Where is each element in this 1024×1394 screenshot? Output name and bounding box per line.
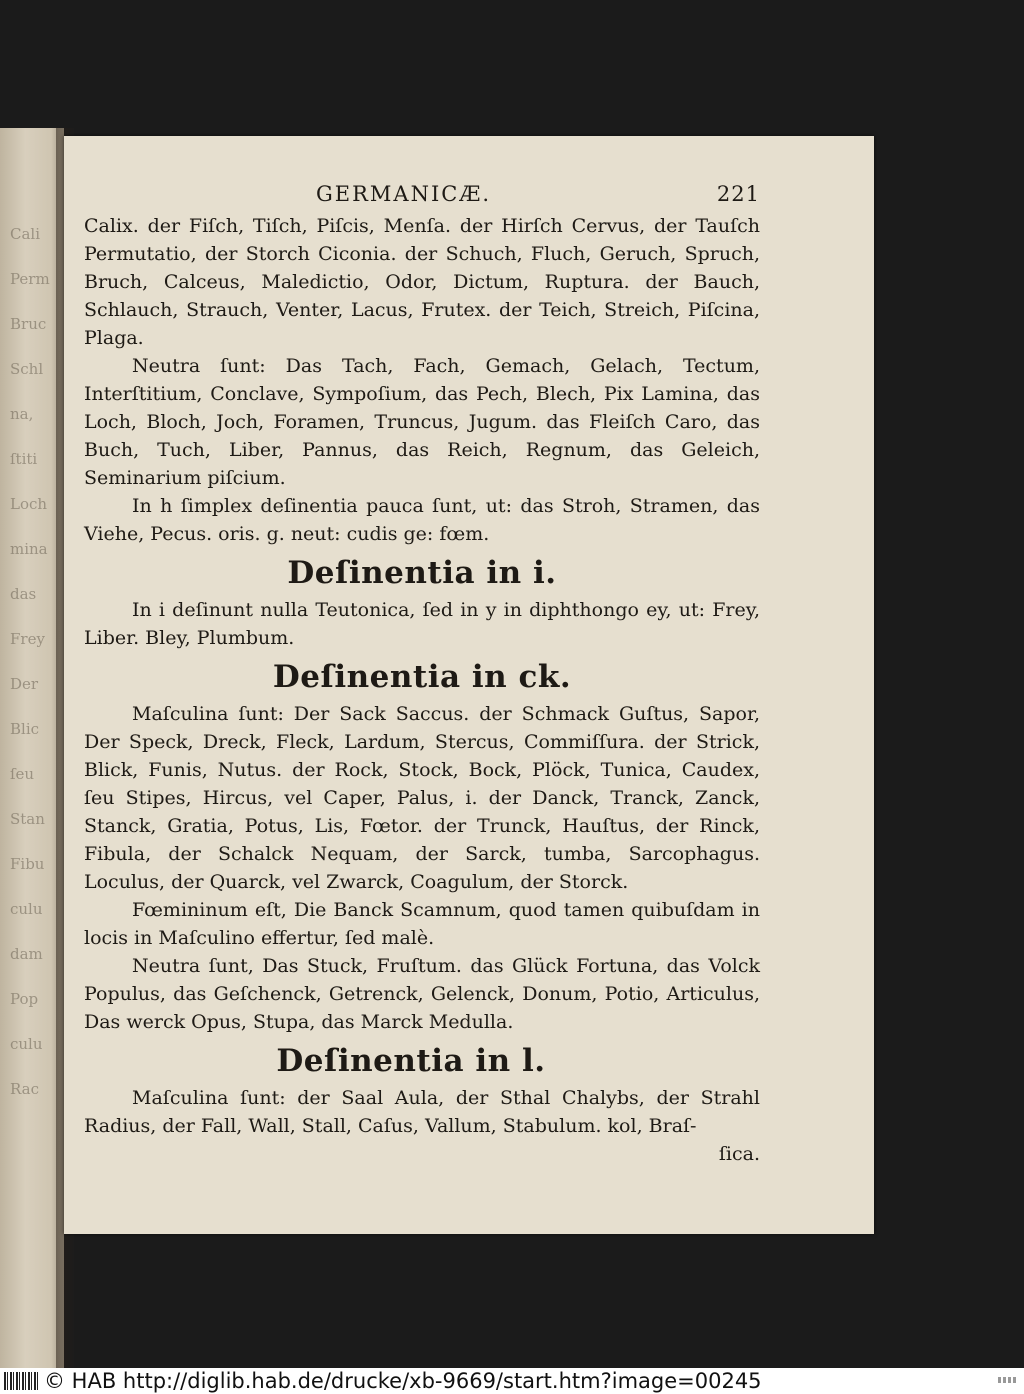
facing-page-fragment: Bruc xyxy=(10,315,47,333)
facing-page-fragment: Stan xyxy=(10,810,45,828)
running-head xyxy=(316,182,760,206)
facing-page-fragment: Perm xyxy=(10,270,50,288)
facing-page-fragment: Der xyxy=(10,675,39,693)
body-text xyxy=(84,212,760,1168)
catchword: ſica. xyxy=(718,1143,760,1165)
facing-page-fragment: ſeu xyxy=(10,765,35,783)
paragraph: Maſculina ſunt: der Saal Aula, der Sthal Chalybs, der Strahl Radius, der Fall, Wall, Stall, Caſus, Vallum, Stabulum. kol, Braſ- xyxy=(84,1087,760,1137)
facing-page-fragment: Pop xyxy=(10,990,39,1008)
page-number: 221 xyxy=(716,182,760,206)
copyright-link[interactable]: © HAB http://diglib.hab.de/drucke/xb-9669/start.htm?image=00245 xyxy=(44,1369,762,1393)
paragraph: Neutra ſunt: Das Tach, Fach, Gemach, Gelach, Tectum, Interſtitium, Conclave, Sympoſium, das Pech, Blech, Pix Lamina, das Loch, Bloch, Joch, Foramen, Truncus, Jugum. das Fleiſch Caro, das Buch, Tuch, Liber, Pannus, das Reich, Regnum, das Geleich, Seminarium piſcium. xyxy=(84,355,760,489)
facing-page-fragment: culu xyxy=(10,1035,43,1053)
facing-page-fragment: Frey xyxy=(10,630,45,648)
facing-page-fragment: das xyxy=(10,585,37,603)
paragraph: Fœmininum eſt, Die Banck Scamnum, quod tamen quibuſdam in locis in Maſculino effertur, ſed malè. xyxy=(84,899,760,949)
facing-page-fragment: Blic xyxy=(10,720,40,738)
facing-page-fragment: ſtiti xyxy=(10,450,38,468)
page-text-block xyxy=(84,182,760,1168)
facing-page-edge xyxy=(0,128,64,1368)
paragraph: In i deſinunt nulla Teutonica, ſed in y in diphthongo ey, ut: Frey, Liber. Bley, Plumbum. xyxy=(84,599,760,649)
running-head-title: GERMANICÆ. xyxy=(316,182,492,206)
paragraph: Calix. der Fiſch, Tiſch, Piſcis, Menſa. der Hirſch Cervus, der Tauſch Permutatio, der Storch Ciconia. der Schuch, Fluch, Geruch, Spruch, Bruch, Calceus, Maledictio, Odor, Dictum, Ruptura. der Bauch, Schlauch, Strauch, Venter, Lacus, Frutex. der Teich, Streich, Piſcina, Plaga. xyxy=(84,215,760,349)
facing-page-fragment: Cali xyxy=(10,225,41,243)
barcode-icon xyxy=(4,1372,38,1390)
copyright-footer xyxy=(0,1368,1024,1394)
facing-page-fragment: dam xyxy=(10,945,43,963)
facing-page-fragment: mina xyxy=(10,540,48,558)
facing-page-fragment: Loch xyxy=(10,495,48,513)
facing-page-fragment: Rac xyxy=(10,1080,39,1098)
facing-page-fragment: culu xyxy=(10,900,43,918)
book-page xyxy=(64,136,874,1234)
paragraph: Neutra ſunt, Das Stuck, Fruſtum. das Glück Fortuna, das Volck Populus, das Geſchenck, Getrenck, Gelenck, Donum, Potio, Articulus, Das werck Opus, Stupa, das Marck Medulla. xyxy=(84,955,760,1033)
scanner-mark-icon xyxy=(998,1377,1018,1383)
facing-page-fragment: Fibu xyxy=(10,855,45,873)
facing-page-fragment: Schl xyxy=(10,360,44,378)
paragraph: Maſculina ſunt: Der Sack Saccus. der Schmack Guſtus, Sapor, Der Speck, Dreck, Fleck, Lardum, Stercus, Commiſſura. der Strick, Blick, Funis, Nutus. der Rock, Stock, Bock, Plöck, Tunica, Caudex, ſeu Stipes, Hircus, vel Caper, Palus, i. der Danck, Tranck, Zanck, Stanck, Gratia, Potus, Lis, Fœtor. der Trunck, Hauſtus, der Rinck, Fibula, der Schalck Nequam, der Sarck, tumba, Sarcophagus. Loculus, der Quarck, vel Zwarck, Coagulum, der Storck. xyxy=(84,703,760,893)
facing-page-fragment: na, xyxy=(10,405,34,423)
section-heading: Deſinentia in l. xyxy=(276,1043,546,1079)
section-heading: Deſinentia in i. xyxy=(287,555,557,591)
paragraph: In h ſimplex deſinentia pauca ſunt, ut: das Stroh, Stramen, das Viehe, Pecus. oris. g. neut: cudis ge: fœm. xyxy=(84,495,760,545)
section-heading: Deſinentia in ck. xyxy=(272,659,572,695)
